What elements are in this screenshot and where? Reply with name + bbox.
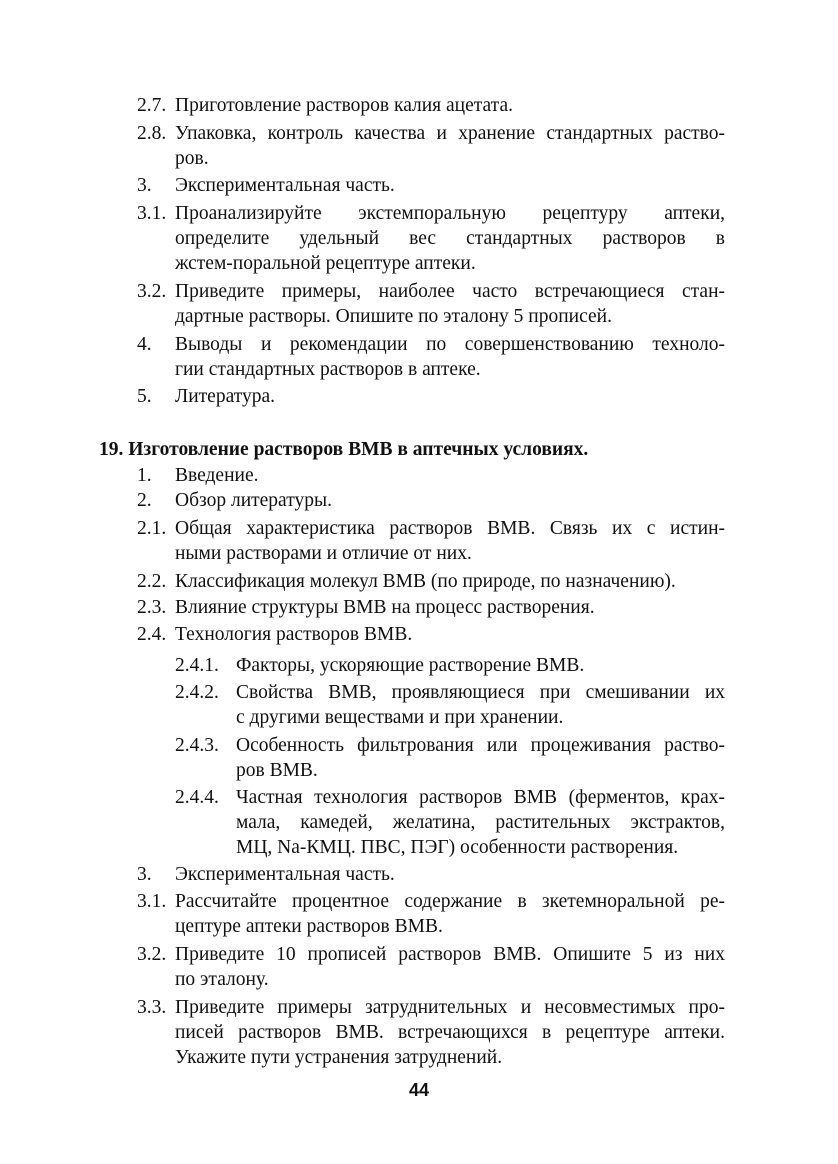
item-number: 3.1. xyxy=(137,891,167,912)
item-text: по эталону. xyxy=(175,969,269,990)
item-text: Свойства ВМВ, проявляющиеся при смешивании их xyxy=(236,682,725,703)
item-text: гии стандартных растворов в аптеке. xyxy=(175,359,481,380)
item-number: 3.2. xyxy=(137,944,167,965)
item-number: 2.4.2. xyxy=(175,682,219,703)
item-text: Приготовление растворов калия ацетата. xyxy=(175,95,513,116)
item-text: Частная технология растворов ВМВ (ферментов, крах- xyxy=(236,787,725,808)
item-text: Упаковка, контроль качества и хранение стандартных раство- xyxy=(175,123,725,144)
item-text: Классификация молекул ВМВ (по природе, по назначению). xyxy=(175,571,676,592)
item-number: 2.8. xyxy=(137,123,167,144)
item-text: Особенность фильтрования или процеживания раство- xyxy=(236,735,725,756)
item-number: 3.1. xyxy=(137,203,167,224)
item-text: Рассчитайте процентное содержание в зкетемноральной ре- xyxy=(175,891,725,912)
item-text: жстем-поральной рецептуре аптеки. xyxy=(175,253,476,274)
item-text: определите удельный вес стандартных растворов в xyxy=(175,228,725,249)
section-heading: 19. Изготовление растворов ВМВ в аптечных условиях. xyxy=(99,439,589,460)
item-number: 4. xyxy=(137,334,152,355)
item-text: цептуре аптеки растворов ВМВ. xyxy=(175,916,443,937)
item-text: Влияние структуры ВМВ на процесс растворения. xyxy=(175,597,595,618)
item-number: 2.2. xyxy=(137,571,167,592)
item-text: Экспериментальная часть. xyxy=(175,864,395,885)
item-text: Проанализируйте экстемпоральную рецептуру аптеки, xyxy=(175,203,725,224)
item-number: 2.1. xyxy=(137,518,167,539)
item-text: писей растворов ВМВ. встречающихся в рецептуре аптеки. xyxy=(175,1022,725,1043)
item-number: 3. xyxy=(137,864,152,885)
item-text: Приведите примеры затруднительных и несовместимых про- xyxy=(175,997,725,1018)
item-text: дартные растворы. Опишите по эталону 5 прописей. xyxy=(175,306,612,327)
item-text: мала, камедей, желатина, растительных экстрактов, xyxy=(236,812,725,833)
item-number: 3.2. xyxy=(137,281,167,302)
item-text: Введение. xyxy=(175,465,259,486)
item-text: Литература. xyxy=(175,386,276,407)
item-number: 2.4.4. xyxy=(175,787,219,808)
item-text: Выводы и рекомендации по совершенствованию техноло- xyxy=(175,334,725,355)
item-number: 2.4.3. xyxy=(175,735,219,756)
item-number: 2.4. xyxy=(137,624,167,645)
item-number: 2.4.1. xyxy=(175,655,219,676)
item-number: 2. xyxy=(137,490,152,511)
item-text: Укажите пути устранения затруднений. xyxy=(175,1047,503,1068)
item-number: 2.7. xyxy=(137,95,167,116)
item-text: ными растворами и отличие от них. xyxy=(175,543,472,564)
item-text: ров. xyxy=(175,148,209,169)
item-text: Обзор литературы. xyxy=(175,490,332,511)
item-number: 2.3. xyxy=(137,597,167,618)
page-number: 44 xyxy=(408,1080,430,1100)
item-number: 5. xyxy=(137,386,152,407)
item-text: Экспериментальная часть. xyxy=(175,175,395,196)
item-text: Приведите примеры, наиболее часто встречающиеся стан- xyxy=(175,281,725,302)
item-text: МЦ, Na-КМЦ. ПВС, ПЭГ) особенности растворения. xyxy=(236,837,679,858)
item-text: Технология растворов ВМВ. xyxy=(175,624,413,645)
item-number: 3.3. xyxy=(137,997,167,1018)
item-text: с другими веществами и при хранении. xyxy=(236,707,564,728)
item-number: 3. xyxy=(137,175,152,196)
item-text: Общая характеристика растворов ВМВ. Связь их с истин- xyxy=(175,518,725,539)
item-text: ров ВМВ. xyxy=(236,760,318,781)
item-number: 1. xyxy=(137,465,152,486)
item-text: Факторы, ускоряющие растворение ВМВ. xyxy=(236,655,585,676)
item-text: Приведите 10 прописей растворов ВМВ. Опишите 5 из них xyxy=(175,944,725,965)
